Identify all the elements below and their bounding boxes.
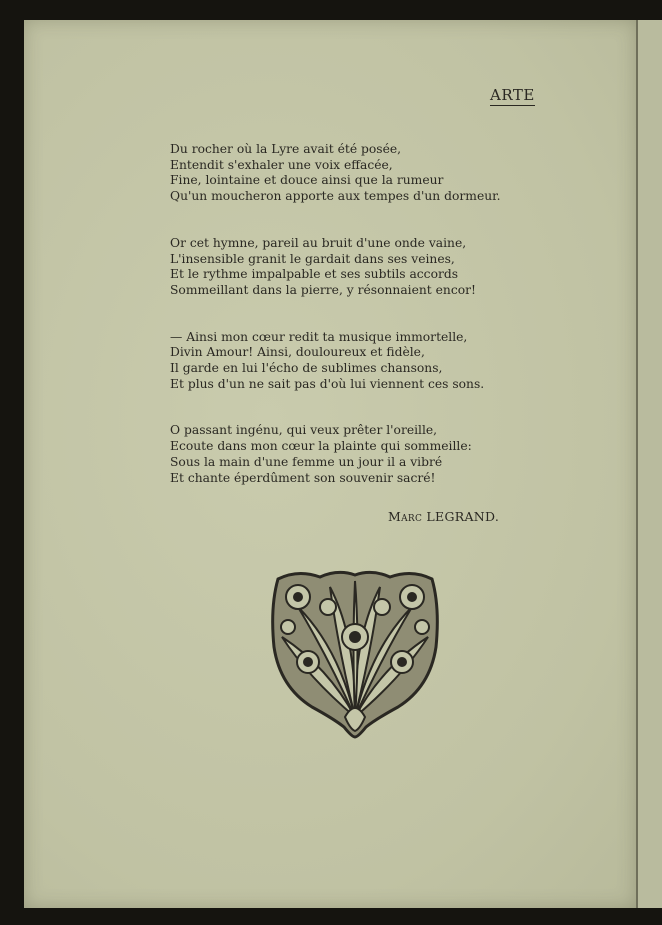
poem-line: — Ainsi mon cœur redit ta musique immortelle,	[170, 329, 468, 344]
poem-line: Or cet hymne, pareil au bruit d'une onde vaine,	[170, 235, 467, 250]
author-signature: Marc LEGRAND.	[388, 509, 500, 524]
poem-line: Il garde en lui l'écho de sublimes chansons,	[170, 361, 443, 376]
floral-ornament-icon	[268, 567, 442, 739]
poem-line: Qu'un moucheron apporte aux tempes d'un dormeur.	[170, 189, 501, 204]
poem-line: Et chante éperdûment son souvenir sacré!	[170, 470, 436, 485]
poem-line: Divin Amour! Ainsi, douloureux et fidèle,	[170, 345, 425, 360]
poem-stanza	[170, 330, 500, 393]
poem-stanza	[170, 423, 500, 486]
poem-line: O passant ingénu, qui veux prêter l'oreille,	[170, 423, 438, 438]
poem-line: Ecoute dans mon cœur la plainte qui sommeille:	[170, 439, 472, 454]
poem-line: Fine, lointaine et douce ainsi que la rumeur	[170, 173, 444, 188]
poem-line: Du rocher où la Lyre avait été posée,	[170, 142, 402, 156]
poem-line: Et le rythme impalpable et ses subtils accords	[170, 267, 459, 282]
poem-stanza	[170, 142, 500, 205]
poem-line: Sommeillant dans la pierre, y résonnaient encor!	[170, 282, 476, 297]
poem-line: Entendit s'exhaler une voix effacée,	[170, 157, 393, 172]
poem-line: Et plus d'un ne sait pas d'où lui viennent ces sons.	[170, 376, 485, 391]
poem-stanza	[170, 236, 500, 299]
running-header: ARTE	[490, 86, 535, 104]
adjacent-page-edge	[636, 20, 662, 908]
poem-line: L'insensible granit le gardait dans ses veines,	[170, 251, 455, 266]
poem	[170, 142, 500, 517]
poem-line: Sous la main d'une femme un jour il a vibré	[170, 454, 443, 469]
